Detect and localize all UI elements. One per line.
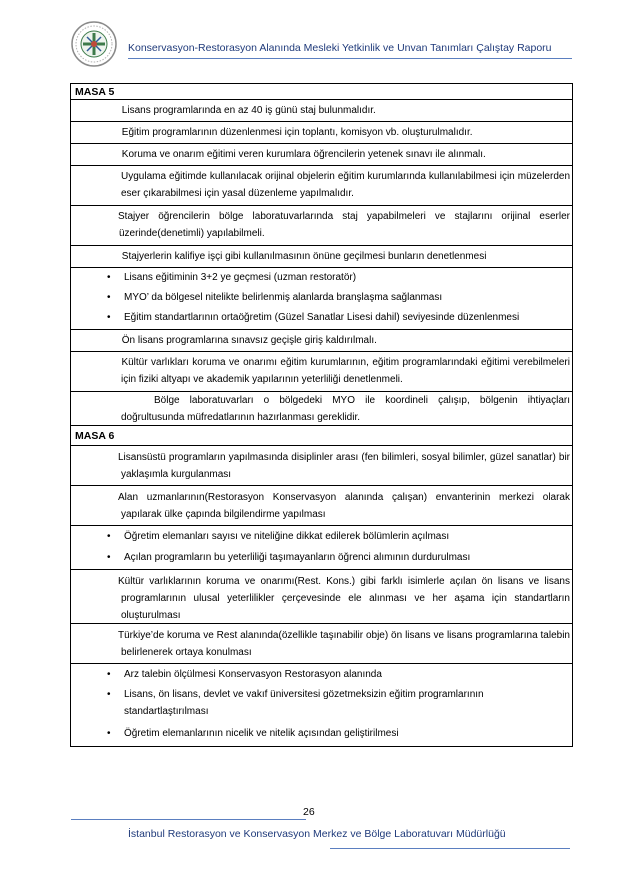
list-item: • Öğretim elemanlarının nicelik ve nitelik açısından geliştirilmesi bbox=[107, 728, 399, 739]
recommendations-table bbox=[70, 83, 573, 747]
table-row: Türkiye’de koruma ve Rest alanında(özellikle taşınabilir obje) ön lisans ve lisans programlarına talebin belirlenerek ortaya konulması bbox=[71, 624, 572, 664]
header-rule bbox=[128, 58, 572, 59]
bullet-list bbox=[71, 526, 572, 570]
table-row: Lisans programlarında en az 40 iş günü staj bulunmalıdır. bbox=[71, 100, 572, 122]
header-title: Konservasyon-Restorasyon Alanında Mesleki Yetkinlik ve Unvan Tanımları Çalıştay Raporu bbox=[128, 42, 552, 54]
table-row: Eğitim programlarının düzenlenmesi için toplantı, komisyon vb. oluşturulmalıdır. bbox=[71, 122, 572, 144]
footer-rule bbox=[71, 819, 306, 820]
page-number: 26 bbox=[303, 806, 315, 818]
list-item: • Öğretim elemanları sayısı ve niteliğine dikkat edilerek bölümlerin açılması bbox=[107, 531, 450, 542]
institution-logo bbox=[70, 20, 118, 68]
table-row: Kültür varlıkları koruma ve onarımı eğitim kurumlarının, eğitim programlarındaki eğitimi verebilmeleri için fiziki altyapı ve akademik yapılarının yeterliliği denetlenmeli. bbox=[71, 352, 572, 392]
list-item: • Lisans, ön lisans, devlet ve vakıf üniversitesi gözetmeksizin eğitim programlarının standartlaştırılması bbox=[107, 689, 484, 717]
footer-rule bbox=[330, 848, 570, 849]
table-row: Stajyerlerin kalifiye işçi gibi kullanılmasının önüne geçilmesi bunların denetlenmesi bbox=[71, 246, 572, 268]
bullet-list bbox=[71, 268, 572, 330]
section-title-masa5: MASA 5 bbox=[71, 84, 572, 100]
table-row: Alan uzmanlarının(Restorasyon Konservasyon alanında çalışan) envanterinin merkezi olarak yapılarak ülke çapında bilgilendirme yapılması bbox=[71, 486, 572, 526]
list-item: • Arz talebin ölçülmesi Konservasyon Restorasyon alanında bbox=[107, 669, 382, 680]
bullet-list bbox=[71, 664, 572, 746]
list-item: • Açılan programların bu yeterliliği taşımayanların öğrenci alımının durdurulması bbox=[107, 552, 471, 563]
table-row: Lisansüstü programların yapılmasında disiplinler arası (fen bilimleri, sosyal bilimler, güzel sanatlar) bir yaklaşımla kurgulanması bbox=[71, 446, 572, 486]
table-row: Uygulama eğitimde kullanılacak orijinal objelerin eğitim kurumlarında kullanılabilmesi için müzelerden eser çıkarabilmesi için yasal düzenleme yapılmalıdır. bbox=[71, 166, 572, 206]
table-row: Kültür varlıklarının koruma ve onarımı(Rest. Kons.) gibi farklı isimlerle açılan ön lisans ve lisans programlarının ulusal yeterlilikler çerçevesinde ele alınması ve her aşama için standartların oluşturulması bbox=[71, 570, 572, 624]
footer-text: İstanbul Restorasyon ve Konservasyon Merkez ve Bölge Laboratuvarı Müdürlüğü bbox=[128, 828, 506, 840]
table-row: Koruma ve onarım eğitimi veren kurumlara öğrencilerin yetenek sınavı ile alınmalı. bbox=[71, 144, 572, 166]
list-item: • Eğitim standartlarının ortaöğretim (Güzel Sanatlar Lisesi dahil) seviyesinde düzenlenmesi bbox=[107, 312, 520, 323]
section-title-masa6: MASA 6 bbox=[71, 426, 572, 446]
table-row: Stajyer öğrencilerin bölge laboratuvarlarında staj yapabilmeleri ve stajlarını orijinal eserler üzerinde(denetimli) yapılabilmeli. bbox=[71, 206, 572, 246]
table-row: Bölge laboratuvarları o bölgedeki MYO ile koordineli çalışıp, bölgenin ihtiyaçları doğrultusunda müfredatlarının hazırlanması gereklidir. bbox=[71, 392, 572, 426]
list-item: • Lisans eğitiminin 3+2 ye geçmesi (uzman restoratör) bbox=[107, 272, 357, 283]
table-row: Ön lisans programlarına sınavsız geçişle giriş kaldırılmalı. bbox=[71, 330, 572, 352]
list-item: • MYO’ da bölgesel nitelikte belirlenmiş alanlarda branşlaşma sağlanması bbox=[107, 292, 443, 303]
